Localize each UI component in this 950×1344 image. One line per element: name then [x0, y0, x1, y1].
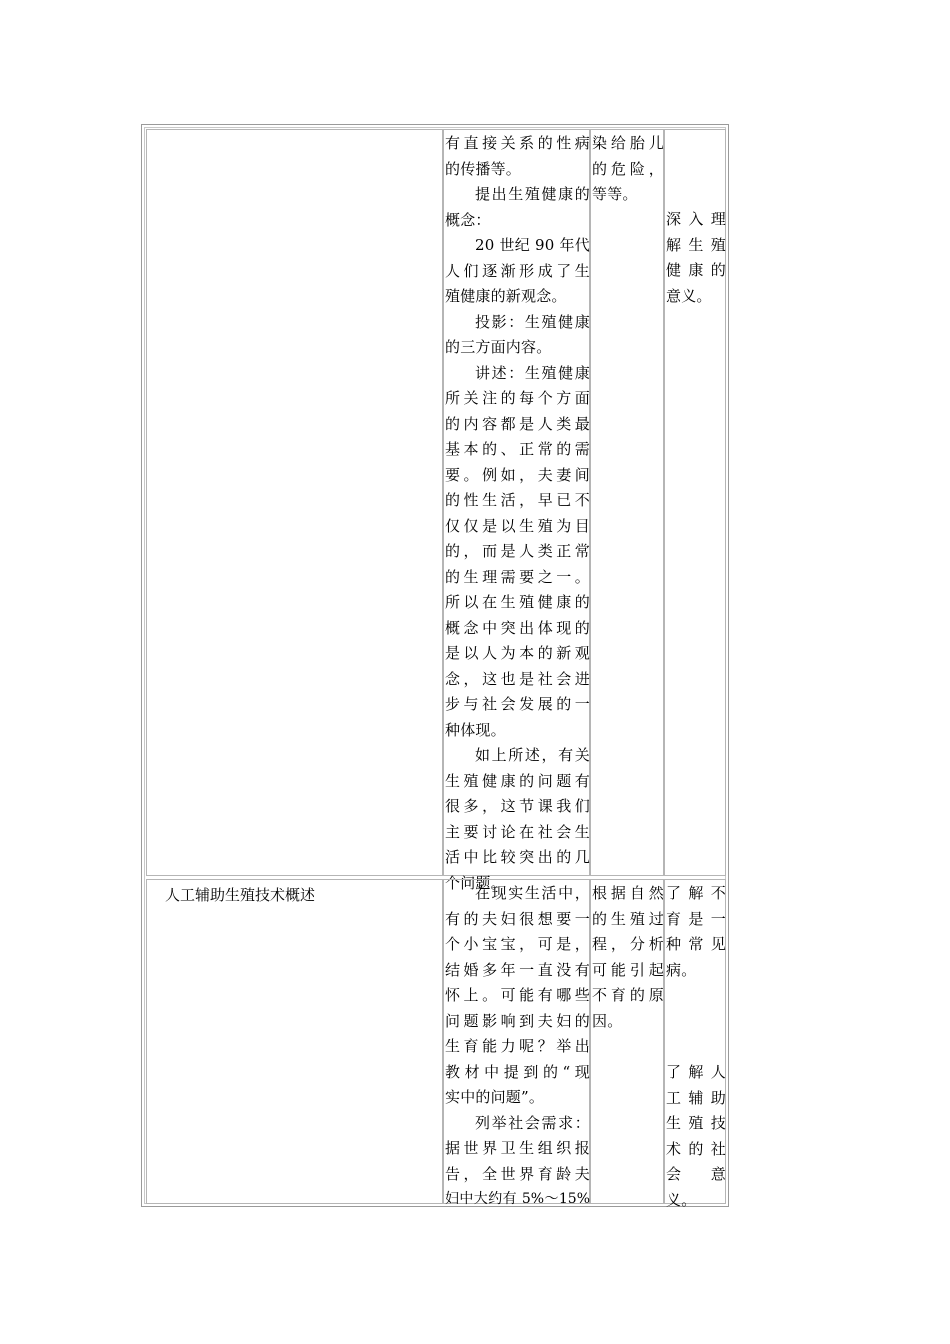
text-line: 工辅助 — [666, 1088, 726, 1107]
row1-activity-text — [445, 131, 590, 896]
text-line: 的内容都是人类最 — [445, 414, 590, 433]
row2-goal-cell — [664, 879, 726, 1209]
text-line: 结婚多年一直没有 — [445, 960, 590, 979]
row2-student-text — [592, 881, 664, 1034]
text-line: 很多，这节课我们 — [445, 797, 590, 815]
text-line: 健康的 — [666, 261, 726, 279]
text-line: 活中比较突出的几 — [445, 848, 590, 866]
text-line: 个小宝宝，可是， — [445, 935, 590, 953]
text-line: 了解不 — [666, 884, 726, 902]
text-line: 了解人 — [666, 1063, 726, 1081]
row2-goal2-text — [666, 1060, 726, 1213]
text-line: 病。 — [666, 960, 697, 979]
text-line: 仅仅是以生殖为目 — [445, 516, 590, 535]
lesson-plan-table — [141, 124, 729, 1207]
text-line: 的危险， — [592, 159, 664, 178]
text-line: 义。 — [666, 1190, 697, 1209]
text-line: 有直接关系的性病 — [445, 134, 590, 152]
text-line: 的传播等。 — [445, 159, 522, 178]
text-line: 生殖技 — [666, 1114, 726, 1132]
text-line: 生殖健康的问题有 — [445, 771, 590, 790]
text-line: 术的社 — [666, 1139, 726, 1158]
row2-activity-text — [445, 881, 590, 1213]
text-line: 有的夫妇很想要一 — [445, 909, 590, 928]
text-line: 可能引起 — [592, 960, 664, 979]
text-line: 深入理 — [666, 210, 726, 228]
text-line: 据世界卫生组织报 — [445, 1139, 590, 1157]
text-line: 的三方面内容。 — [445, 338, 552, 356]
row1-activity-cell — [443, 129, 590, 892]
text-line: 讲述：生殖健康 — [475, 363, 590, 382]
text-line: 提出生殖健康的 — [475, 185, 590, 203]
text-line: 个问题。 — [445, 873, 506, 892]
row2-student-cell — [590, 879, 664, 1204]
row2-goal1-text — [666, 881, 726, 983]
text-line: 意义。 — [666, 286, 712, 305]
text-line: 告，全世界育龄夫 — [445, 1164, 590, 1183]
row2-topic: 人工辅助生殖技术概述 — [165, 886, 316, 904]
text-line: 教材中提到的“现 — [445, 1062, 590, 1081]
text-line: 所以在生殖健康的 — [445, 593, 590, 611]
text-line: 程，分析 — [592, 935, 664, 953]
text-line: 所关注的每个方面 — [445, 389, 590, 407]
row2-activity-cell — [443, 879, 590, 1207]
text-line: 会 意 — [666, 1165, 726, 1183]
text-line: 概念： — [445, 210, 491, 229]
text-line: 在现实生活中， — [475, 884, 590, 902]
text-line: 妇中大约有 5%～15% — [445, 1191, 590, 1207]
text-line: 殖健康的新观念。 — [445, 287, 567, 305]
text-line: 如上所述，有关 — [475, 746, 590, 764]
text-line: 问题影响到夫妇的 — [445, 1011, 590, 1030]
text-line: 的性生活，早已不 — [445, 491, 590, 509]
row1-topic-cell — [146, 129, 443, 876]
text-line: 根据自然 — [592, 884, 664, 902]
text-line: 是以人为本的新观 — [445, 644, 590, 662]
text-line: 投影：生殖健康 — [475, 312, 590, 331]
text-line: 的生理需要之一。 — [445, 567, 590, 586]
text-line: 念，这也是社会进 — [445, 669, 590, 688]
text-line: 生育能力呢？举出 — [445, 1037, 590, 1055]
text-line: 步与社会发展的一 — [445, 695, 590, 713]
text-line: 因。 — [592, 1011, 623, 1030]
row2-topic-cell — [146, 879, 443, 1204]
text-line: 种常见 — [666, 935, 726, 953]
text-line: 的，而是人类正常 — [445, 542, 590, 560]
row1-goal-cell — [664, 129, 726, 876]
text-line: 实中的问题”。 — [445, 1088, 545, 1106]
text-line: 列举社会需求： — [475, 1113, 590, 1132]
text-line: 要。例如，夫妻间 — [445, 465, 590, 484]
text-line: 育是一 — [666, 909, 726, 928]
text-line: 的生殖过 — [592, 909, 664, 928]
text-line: 人们逐渐形成了生 — [445, 261, 590, 280]
row1-goal-text — [666, 207, 726, 309]
text-line: 20 世纪 90 年代 — [475, 236, 590, 254]
row1-student-cell — [590, 129, 664, 876]
text-line: 等等。 — [592, 185, 638, 203]
text-line: 基本的、正常的需 — [445, 440, 590, 458]
text-line: 不育的原 — [592, 986, 664, 1004]
text-line: 解生殖 — [666, 235, 726, 254]
text-line: 概念中突出体现的 — [445, 618, 590, 637]
text-line: 主要讨论在社会生 — [445, 822, 590, 841]
text-line: 怀上。可能有哪些 — [445, 986, 590, 1004]
text-line: 种体现。 — [445, 720, 506, 739]
row1-student-text — [592, 131, 664, 208]
text-line: 染给胎儿 — [592, 134, 664, 152]
